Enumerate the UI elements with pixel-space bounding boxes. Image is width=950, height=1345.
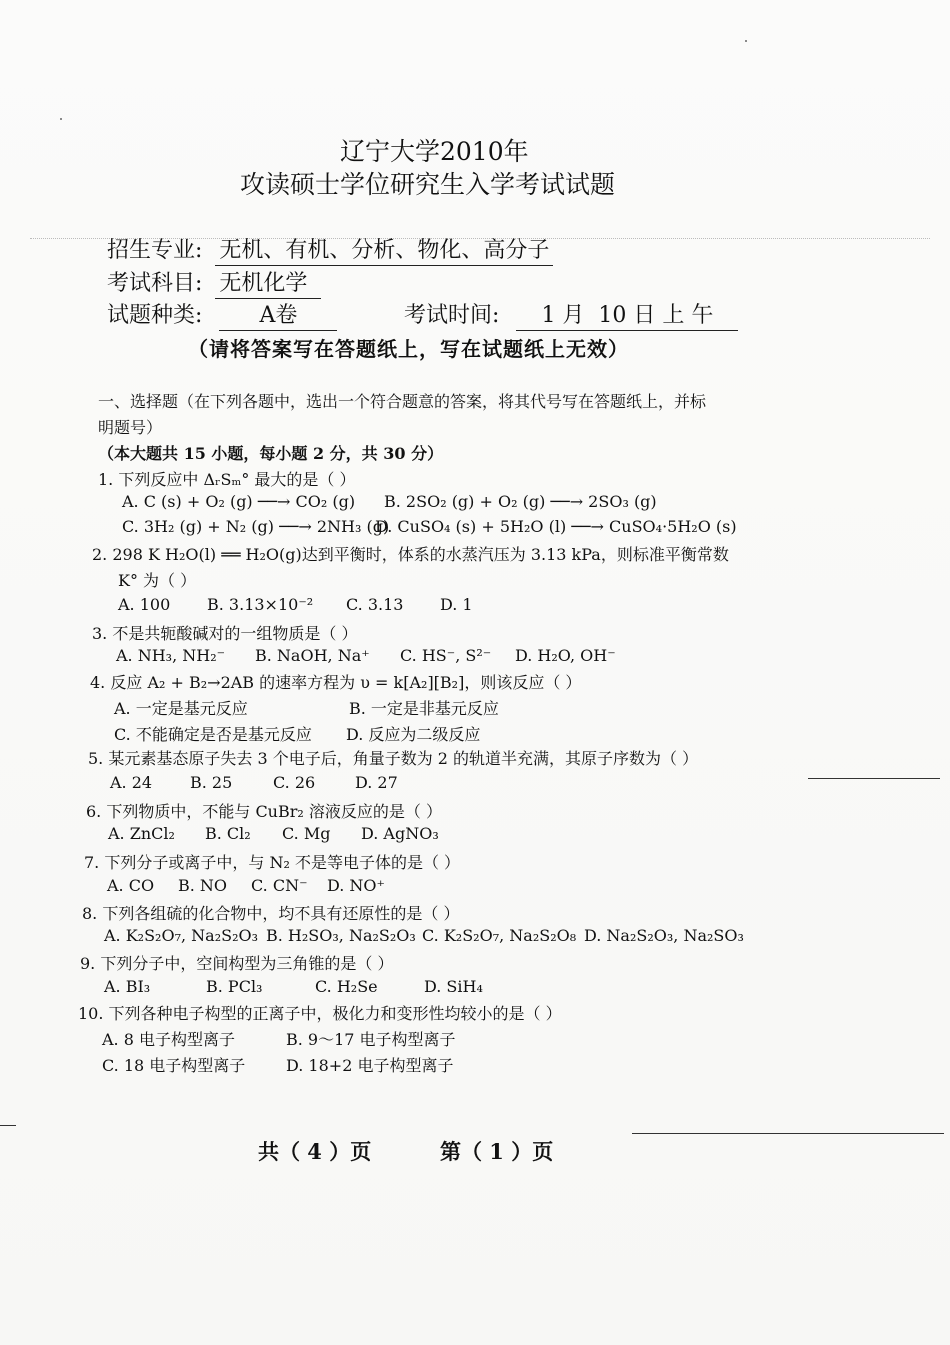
question-4-option-c: C. 不能确定是否是基元反应 xyxy=(114,725,312,744)
question-6-stem: 6. 下列物质中，不能与 CuBr₂ 溶液反应的是（ ） xyxy=(86,802,442,821)
question-5-stem: 5. 某元素基态原子失去 3 个电子后，角量子数为 2 的轨道半充满，其原子序数为（ ） xyxy=(88,749,699,768)
question-3-option-c: C. HS⁻, S²⁻ xyxy=(400,646,492,665)
subject-value: 无机化学 xyxy=(215,266,321,299)
question-9-option-c: C. H₂Se xyxy=(315,977,378,996)
question-7-option-c: C. CN⁻ xyxy=(251,876,308,895)
question-2-option-d: D. 1 xyxy=(440,595,473,614)
time-row xyxy=(404,298,738,331)
question-6-option-d: D. AgNO₃ xyxy=(361,824,439,843)
margin-line xyxy=(0,1125,16,1126)
type-value: A卷 xyxy=(219,298,337,331)
question-1-option-b: B. 2SO₂ (g) + O₂ (g) ──→ 2SO₃ (g) xyxy=(384,492,657,511)
question-3-stem: 3. 不是共轭酸碱对的一组物质是（ ） xyxy=(92,624,358,643)
question-10-option-d: D. 18+2 电子构型离子 xyxy=(286,1056,454,1075)
question-9-option-d: D. SiH₄ xyxy=(424,977,483,996)
question-7-option-d: D. NO⁺ xyxy=(327,876,385,895)
major-row xyxy=(107,233,553,266)
type-label: 试题种类: xyxy=(107,303,203,328)
question-8-option-d: D. Na₂S₂O₃, Na₂SO₃ xyxy=(584,926,744,945)
scan-speck xyxy=(745,40,747,42)
question-5-option-c: C. 26 xyxy=(273,773,316,792)
question-10-option-b: B. 9～17 电子构型离子 xyxy=(286,1030,456,1049)
question-4-option-d: D. 反应为二级反应 xyxy=(346,725,481,744)
question-7-stem: 7. 下列分子或离子中，与 N₂ 不是等电子体的是（ ） xyxy=(84,853,461,872)
question-4-stem: 4. 反应 A₂ + B₂→2AB 的速率方程为 υ = k[A₂][B₂]，则该反应（ ） xyxy=(90,673,582,692)
question-2-stem-cont: K° 为（ ） xyxy=(118,571,197,590)
question-9-stem: 9. 下列分子中，空间构型为三角锥的是（ ） xyxy=(80,954,394,973)
time-label: 考试时间: xyxy=(404,303,500,328)
question-2-option-c: C. 3.13 xyxy=(346,595,404,614)
major-label: 招生专业: xyxy=(107,238,203,263)
question-3-option-d: D. H₂O, OH⁻ xyxy=(515,646,616,665)
exam-title-line2: 攻读硕士学位研究生入学考试试题 xyxy=(240,170,616,199)
question-1-option-c: C. 3H₂ (g) + N₂ (g) ──→ 2NH₃ (g) xyxy=(122,517,390,536)
question-10-option-a: A. 8 电子构型离子 xyxy=(102,1030,235,1049)
question-5-option-b: B. 25 xyxy=(190,773,233,792)
question-4-option-a: A. 一定是基元反应 xyxy=(114,699,248,718)
question-7-option-b: B. NO xyxy=(178,876,228,895)
question-1-stem: 1. 下列反应中 ΔᵣSₘ° 最大的是（ ） xyxy=(98,470,356,489)
question-6-option-a: A. ZnCl₂ xyxy=(108,824,175,843)
section-scoring: （本大题共 15 小题，每小题 2 分，共 30 分） xyxy=(98,444,444,463)
question-3-option-b: B. NaOH, Na⁺ xyxy=(255,646,370,665)
question-8-option-c: C. K₂S₂O₇, Na₂S₂O₈ xyxy=(422,926,577,945)
question-6-option-c: C. Mg xyxy=(282,824,331,843)
question-2-option-b: B. 3.13×10⁻² xyxy=(207,595,314,614)
section-title-line1: 一、选择题（在下列各题中，选出一个符合题意的答案，将其代号写在答题纸上，并标 xyxy=(98,392,707,411)
type-row xyxy=(107,298,337,331)
question-5-option-d: D. 27 xyxy=(355,773,398,792)
major-value: 无机、有机、分析、物化、高分子 xyxy=(215,233,553,266)
section-title-line2: 明题号） xyxy=(98,418,163,437)
exam-title-line1: 辽宁大学2010年 xyxy=(340,137,529,166)
question-8-option-a: A. K₂S₂O₇, Na₂S₂O₃ xyxy=(104,926,259,945)
answer-notice: （请将答案写在答题纸上，写在试题纸上无效） xyxy=(188,337,629,361)
question-1-option-d: D. CuSO₄ (s) + 5H₂O (l) ──→ CuSO₄·5H₂O (s) xyxy=(375,517,737,536)
question-10-stem: 10. 下列各种电子构型的正离子中，极化力和变形性均较小的是（ ） xyxy=(78,1004,562,1023)
page-total: 共（ 4 ）页 xyxy=(258,1139,372,1164)
scan-speck xyxy=(60,118,62,120)
question-9-option-a: A. BI₃ xyxy=(104,977,151,996)
question-1-option-a: A. C (s) + O₂ (g) ──→ CO₂ (g) xyxy=(122,492,356,511)
margin-line xyxy=(808,778,940,779)
subject-label: 考试科目: xyxy=(107,271,203,296)
page-current: 第（ 1 ）页 xyxy=(440,1139,554,1164)
question-8-stem: 8. 下列各组硫的化合物中，均不具有还原性的是（ ） xyxy=(82,904,460,923)
question-8-option-b: B. H₂SO₃, Na₂S₂O₃ xyxy=(266,926,416,945)
question-10-option-c: C. 18 电子构型离子 xyxy=(102,1056,246,1075)
margin-line xyxy=(632,1133,944,1134)
time-value: 1 月 10 日 上 午 xyxy=(516,298,738,331)
question-6-option-b: B. Cl₂ xyxy=(205,824,251,843)
question-5-option-a: A. 24 xyxy=(110,773,153,792)
question-9-option-b: B. PCl₃ xyxy=(206,977,263,996)
question-2-stem: 2. 298 K H₂O(l) ══ H₂O(g)达到平衡时，体系的水蒸汽压为 3.13 kPa，则标准平衡常数 xyxy=(92,545,729,564)
question-2-option-a: A. 100 xyxy=(118,595,171,614)
question-4-option-b: B. 一定是非基元反应 xyxy=(349,699,499,718)
question-3-option-a: A. NH₃, NH₂⁻ xyxy=(116,646,226,665)
question-7-option-a: A. CO xyxy=(107,876,155,895)
subject-row xyxy=(107,266,321,299)
